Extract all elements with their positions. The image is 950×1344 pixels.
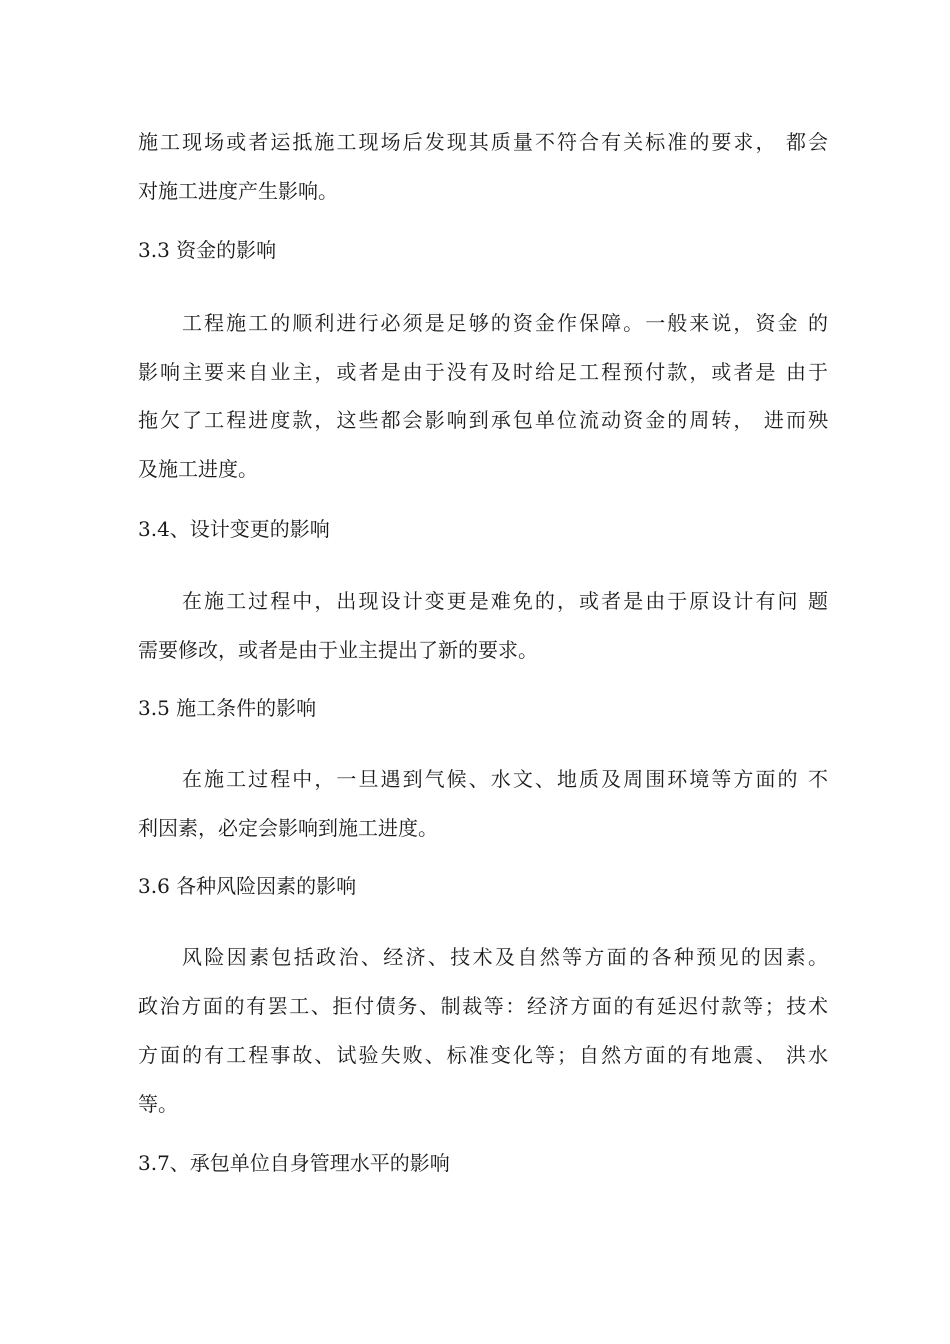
paragraph-line: 施工现场或者运抵施工现场后发现其质量不符合有关标准的要求， 都会: [138, 130, 828, 154]
paragraph-line: 风险因素包括政治、经济、技术及自然等方面的各种预见的因素。: [182, 945, 828, 969]
paragraph-line: 影响主要来自业主，或者是由于没有及时给足工程预付款，或者是 由于: [138, 360, 828, 384]
paragraph-line: 方面的有工程事故、试验失败、标准变化等；自然方面的有地震、 洪水: [138, 1043, 828, 1067]
paragraph-line: 利因素，必定会影响到施工进度。: [138, 816, 438, 840]
paragraph-line: 在施工过程中，出现设计变更是难免的，或者是由于原设计有问 题: [182, 589, 828, 613]
paragraph-line: 等。: [138, 1092, 178, 1116]
section-heading: 3.4、设计变更的影响: [138, 517, 330, 541]
section-heading: 3.7、承包单位自身管理水平的影响: [138, 1151, 450, 1175]
paragraph-line: 需要修改，或者是由于业主提出了新的要求。: [138, 638, 538, 662]
paragraph-line: 拖欠了工程进度款，这些都会影响到承包单位流动资金的周转， 进而殃: [138, 408, 828, 432]
section-heading: 3.3 资金的影响: [138, 238, 277, 262]
paragraph-line: 在施工过程中，一旦遇到气候、水文、地质及周围环境等方面的 不: [182, 767, 828, 791]
paragraph-line: 及施工进度。: [138, 457, 258, 481]
paragraph-line: 工程施工的顺利进行必须是足够的资金作保障。一般来说，资金 的: [182, 311, 828, 335]
section-heading: 3.5 施工条件的影响: [138, 696, 317, 720]
paragraph-line: 对施工进度产生影响。: [138, 179, 338, 203]
section-heading: 3.6 各种风险因素的影响: [138, 874, 357, 898]
paragraph-line: 政治方面的有罢工、拒付债务、制裁等：经济方面的有延迟付款等；技术: [138, 994, 828, 1018]
